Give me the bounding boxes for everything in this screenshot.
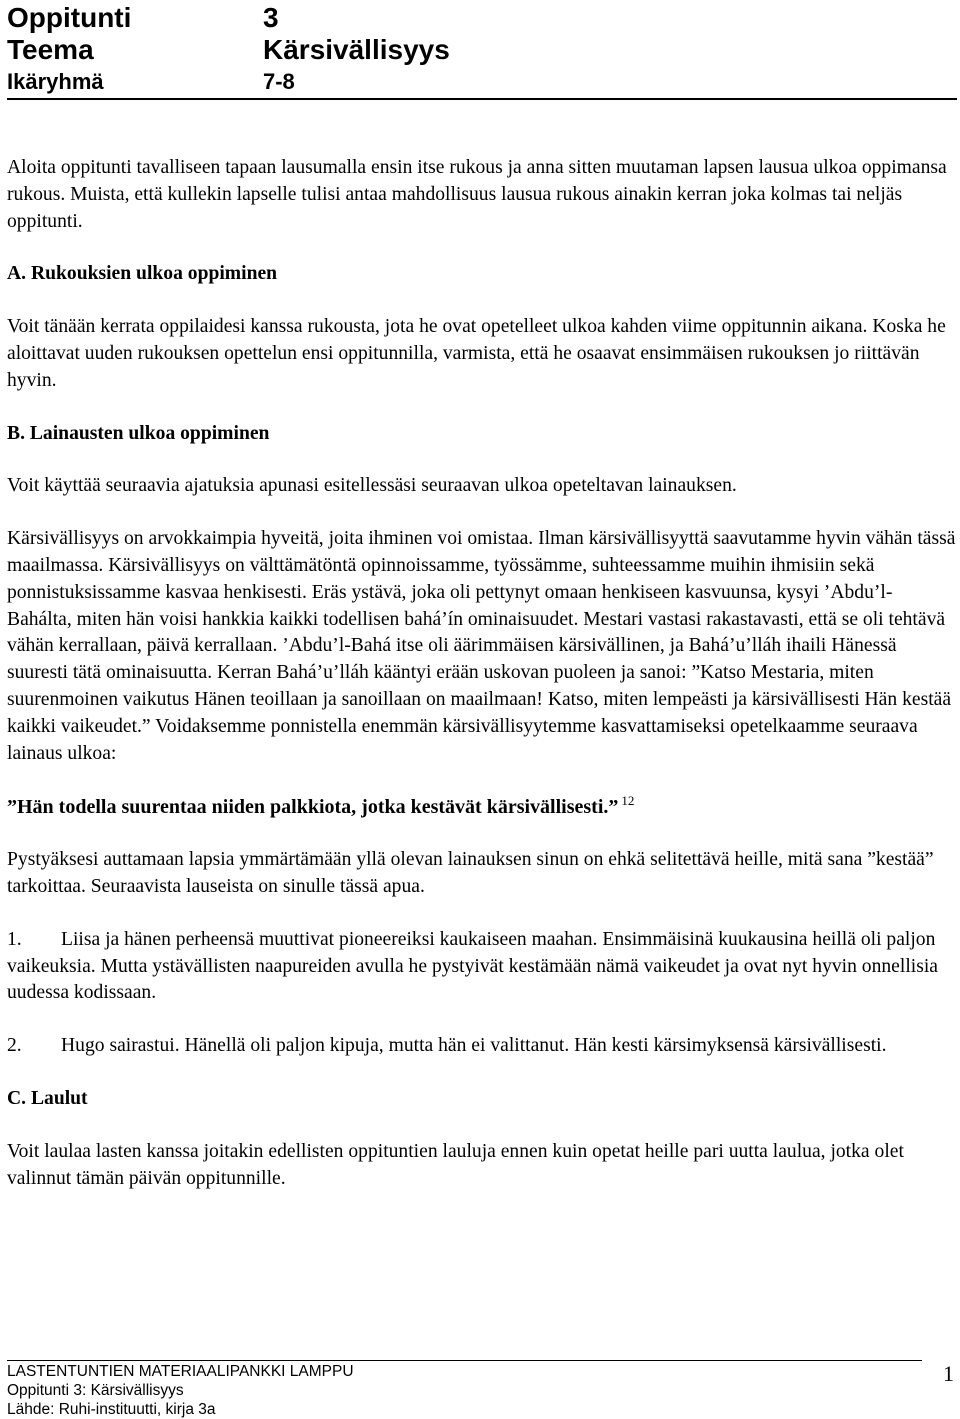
footer-line-1: LASTENTUNTIEN MATERIAALIPANKKI LAMPPU xyxy=(7,1363,354,1380)
age-label: Ikäryhmä xyxy=(7,69,104,94)
footer-text xyxy=(7,1362,354,1419)
header-divider xyxy=(7,98,957,100)
page-number: 1 xyxy=(943,1361,954,1386)
example-2-number: 2. xyxy=(7,1035,22,1057)
footer-line-2: Oppitunti 3: Kärsivällisyys xyxy=(7,1382,184,1399)
lesson-number: 3 xyxy=(263,2,279,33)
header-age-row xyxy=(7,69,607,95)
footer-divider xyxy=(7,1360,922,1361)
header-lesson-row xyxy=(7,2,607,34)
lesson-label: Oppitunti xyxy=(7,2,132,33)
section-c-heading: C. Laulut xyxy=(7,1087,88,1109)
section-a-heading: A. Rukouksien ulkoa oppiminen xyxy=(7,263,278,285)
age-value: 7-8 xyxy=(263,69,295,94)
theme-value: Kärsivällisyys xyxy=(263,34,450,65)
document-body xyxy=(7,155,957,1192)
quote-footnote-ref: 12 xyxy=(621,793,635,809)
example-2 xyxy=(7,1033,957,1060)
example-1 xyxy=(7,927,957,1007)
example-2-text: Hugo sairastui. Hänellä oli paljon kipuja, mutta hän ei valittanut. Hän kesti kärsimyksensä kärsivällisesti. xyxy=(61,1035,887,1057)
header-theme-row xyxy=(7,34,607,66)
section-a-text: Voit tänään kerrata oppilaidesi kanssa rukousta, jota he ovat opetelleet ulkoa kahden viime oppitunnin aikana. Koska he aloittavat uuden rukouksen opettelun ensi oppitunnilla, varmista, että he osaavat ensimmäisen rukouksen jo riittävän hyvin. xyxy=(7,316,946,391)
quote-explanation: Pystyäksesi auttamaan lapsia ymmärtämään yllä olevan lainauksen sinun on ehkä selitettävä heille, mitä sana ”kestää” tarkoittaa. Seuraavista lauseista on sinulle tässä apua. xyxy=(7,849,934,897)
quote-text: ”Hän todella suurentaa niiden palkkiota, jotka kestävät kärsivällisesti.” xyxy=(7,796,619,819)
theme-label: Teema xyxy=(7,34,94,65)
memorization-quote xyxy=(7,794,957,821)
section-b-text: Voit käyttää seuraavia ajatuksia apunasi esitellessäsi seuraavan ulkoa opeteltavan lainauksen. xyxy=(7,475,737,497)
section-b-story: Kärsivällisyys on arvokkaimpia hyveitä, joita ihminen voi omistaa. Ilman kärsivällisyyttä saavutamme hyvin vähän tässä maailmassa. Kärsivällisyys on välttämätöntä opinnoissamme, työssämme, suhteessamme muihin ihmisiin sekä ponnistuksissamme kasvaa henkisesti. Eräs ystävä, joka oli pettynyt omaan henkiseen kasvuunsa, kysyi ’Abdu’l-Bahálta, miten hän voisi hankkia kaikki todellisen bahá’ín ominaisuudet. Mestari vastasi rakastavasti, että se oli tehtävä vähän kerrallaan, päivä kerrallaan. ’Abdu’l-Bahá itse oli äärimmäisen kärsivällinen, ja Bahá’u’lláh ihaili Hänessä suuresti tätä ominaisuutta. Kerran Bahá’u’lláh kääntyi erään uskovan puoleen ja sanoi: ”Katso Mestaria, miten suurenmoinen vaikutus Hänen teoillaan ja sanoillaan on maailmaan! Katso, miten lempeästi ja kärsivällisesti Hän kestää kaikki vaikeudet.” Voidaksemme ponnistella enemmän kärsivällisyytemme kasvattamiseksi opetelkaamme seuraava lainaus ulkoa: xyxy=(7,528,956,764)
footer-line-3: Lähde: Ruhi-instituutti, kirja 3a xyxy=(7,1401,216,1418)
example-1-text: Liisa ja hänen perheensä muuttivat pioneereiksi kaukaiseen maahan. Ensimmäisinä kuukausina heillä oli paljon vaikeuksia. Mutta ystävällisten naapureiden avulla he pystyivät kestämään nämä vaikeudet ja ovat nyt hyvin onnellisia uudessa kodissaan. xyxy=(7,928,938,1004)
example-1-number: 1. xyxy=(7,928,22,950)
intro-paragraph: Aloita oppitunti tavalliseen tapaan lausumalla ensin itse rukous ja anna sitten muutaman lapsen lausua ulkoa oppimansa rukous. Muista, että kullekin lapselle tulisi antaa mahdollisuus lausua rukous ainakin kerran joka kolmas tai neljäs oppitunti. xyxy=(7,157,947,232)
section-c-text: Voit laulaa lasten kanssa joitakin edellisten oppituntien lauluja ennen kuin opetat heille pari uutta laulua, jotka olet valinnut tämän päivän oppitunnille. xyxy=(7,1140,904,1189)
section-b-heading: B. Lainausten ulkoa oppiminen xyxy=(7,422,270,444)
